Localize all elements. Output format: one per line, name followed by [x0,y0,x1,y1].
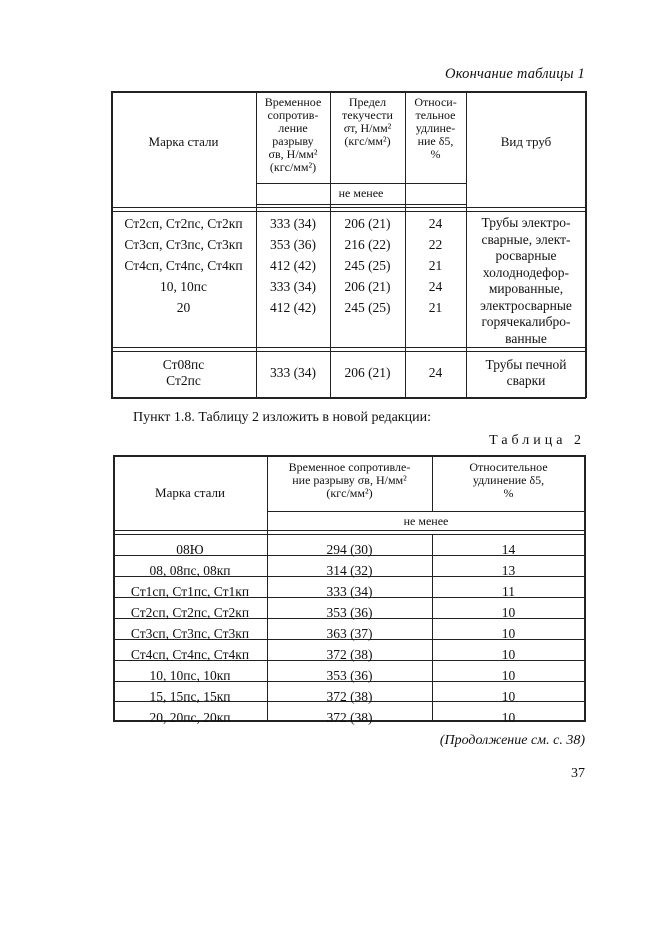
table-row: Ст2сп, Ст2пс, Ст2кп [124,216,243,231]
t1-group2-yield: 206 (21) [344,365,391,380]
t1-group2 [111,353,586,397]
table-row: Ст3сп, Ст3пс, Ст3кп [124,237,243,252]
t2-header-not-less: не менее [403,514,449,528]
table-row: 08, 08пс, 08кп [149,563,231,578]
continuation-note: (Продолжение см. с. 38) [439,733,585,748]
table-row: 10, 10пс, 10кп [149,668,231,683]
t2-header-grade: Марка стали [155,485,225,500]
t2-tensile-column: 294 (30) 314 (32) 333 (34) 353 (36) 363 (37) 372 (38) 353 (36) 372 (38) 372 (38) [326,542,373,725]
t1-header-yield: Предел текучести σт, Н/мм² (кгс/мм²) [342,95,393,148]
table-row: 15, 15пс, 15кп [149,689,231,704]
t1-group2-tensile: 333 (34) [269,365,317,380]
t1-header-tensile: Временное сопротив- ление разрыву σв, Н/мм² (кгс/мм²) [264,95,322,174]
table-row: 10, 10пс [160,279,207,294]
t1-header-grade: Марка стали [148,134,219,149]
t1-group2-elongation: 24 [428,365,443,380]
table-row: 20 [176,300,191,315]
t1-group2-grade: Ст08пс Ст2пс [162,357,205,388]
t1-grade-column [111,213,256,318]
table-row: Ст4сп, Ст4пс, Ст4кп [130,647,250,662]
t1-header-elongation: Относи- тельное удлине- ние δ5, % [414,95,457,161]
table-row: Ст2сп, Ст2пс, Ст2кп [130,605,250,620]
table1 [111,91,586,398]
table2-caption: Таблица 2 [489,433,585,448]
table-row: Ст1сп, Ст1пс, Ст1кп [130,584,250,599]
t1-tensile-column: 333 (34) 353 (36) 412 (42) 333 (34) 412 (42) [269,216,317,315]
table-row: Ст4сп, Ст4пс, Ст4кп [124,258,243,273]
t2-elongation-column: 14 13 11 10 10 10 10 10 10 [501,542,516,725]
table-row: Ст3сп, Ст3пс, Ст3кп [130,626,250,641]
t1-header-pipe-type: Вид труб [500,134,552,149]
paragraph: Пункт 1.8. Таблицу 2 изложить в новой редакции: [133,410,431,425]
t2-header-elongation: Относительное удлинение δ5, % [469,460,548,500]
t1-group2-pipe-type: Трубы печной сварки [485,357,567,388]
t1-yield-column: 206 (21) 216 (22) 245 (25) 206 (21) 245 (25) [344,216,391,315]
t1-elongation-column: 24 22 21 24 21 [428,216,443,315]
t1-header-not-less: не менее [338,186,384,200]
table1-caption: Окончание таблицы 1 [445,66,585,82]
t1-group1-pipe-type: Трубы электро- сварные, элект- росварные холоднодефор- мированные, электросварные горячекалибро- ванные [480,215,572,346]
t2-grade-column [113,539,267,728]
table2 [113,455,585,725]
table-row: 08Ю [176,542,204,557]
table-row: 20, 20пс, 20кп [149,710,231,725]
page-number: 37 [571,766,585,781]
t2-header-tensile: Временное сопротивле- ние разрыву σв, Н/мм² (кгс/мм²) [288,460,411,500]
